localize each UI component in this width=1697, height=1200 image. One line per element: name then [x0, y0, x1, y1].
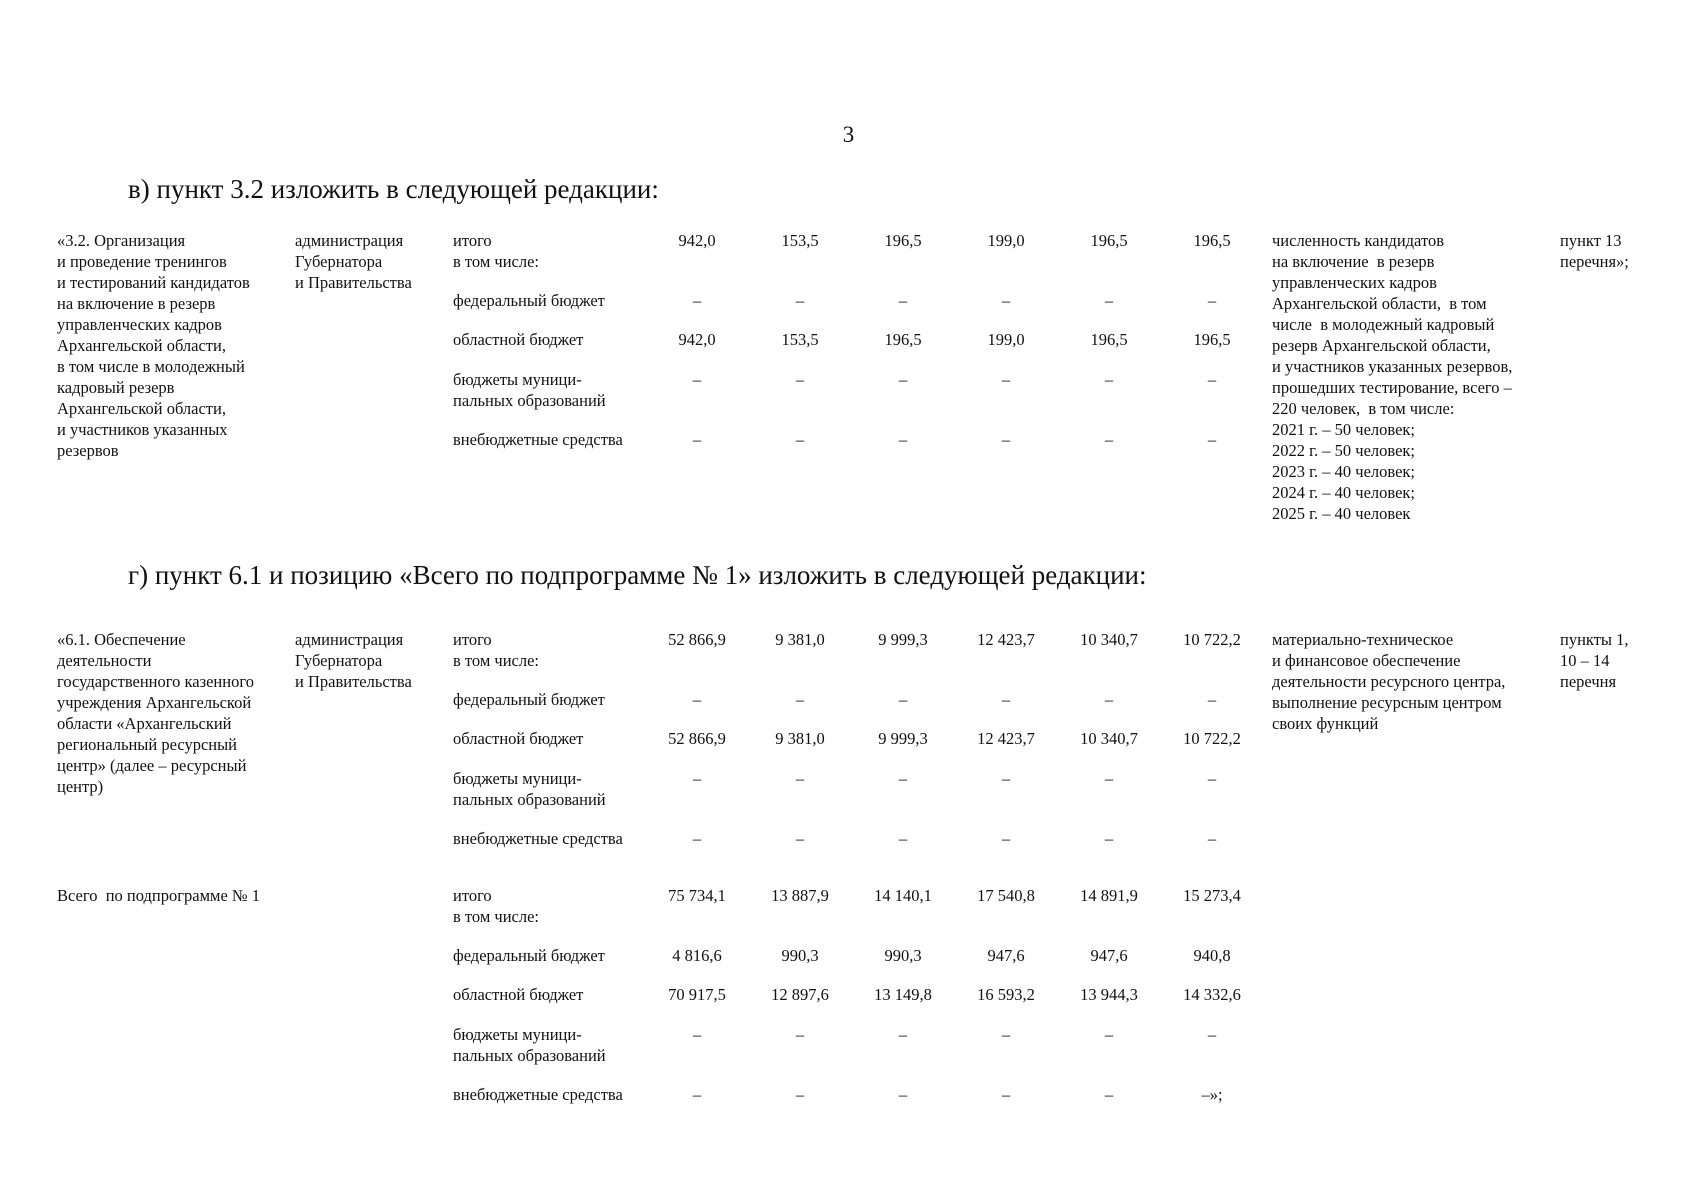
funding-value: – [1207, 1025, 1217, 1044]
funding-value: – [795, 829, 805, 848]
funding-value: 196,5 [884, 231, 922, 250]
funding-value: – [898, 829, 908, 848]
funding-value: – [1104, 430, 1114, 449]
funding-value: – [1207, 829, 1217, 848]
funding-value: – [1104, 291, 1114, 310]
funding-value: 17 540,8 [977, 886, 1035, 905]
funding-source: федеральный бюджет [453, 291, 605, 310]
funding-value: 14 140,1 [874, 886, 932, 905]
funding-value: 10 340,7 [1080, 630, 1138, 649]
funding-value: 4 816,6 [672, 946, 722, 965]
funding-value: – [898, 430, 908, 449]
funding-value: 52 866,9 [668, 630, 726, 649]
funding-value: 199,0 [987, 231, 1025, 250]
funding-value: 990,3 [781, 946, 819, 965]
funding-value: 70 917,5 [668, 985, 726, 1004]
funding-value: – [692, 291, 702, 310]
funding-value: – [795, 769, 805, 788]
funding-value: – [1207, 370, 1217, 389]
funding-value: – [1001, 430, 1011, 449]
measure-name: «3.2. Организация и проведение тренингов и тестирований кандидатов на включение в резерв управленческих кадров Архангельской области, в том числе в молодежный кадровый резерв Архангельской области, и участников указанных резервов [57, 231, 250, 460]
funding-source: областной бюджет [453, 729, 584, 748]
funding-value: – [692, 1025, 702, 1044]
funding-value: 947,6 [1090, 946, 1128, 965]
funding-source: внебюджетные средства [453, 829, 623, 848]
funding-value: – [692, 370, 702, 389]
funding-source: итого в том числе: [453, 886, 540, 926]
funding-value: – [1001, 690, 1011, 709]
funding-value: – [898, 1025, 908, 1044]
funding-value: – [1207, 291, 1217, 310]
funding-value: – [1104, 829, 1114, 848]
funding-value: 12 423,7 [977, 729, 1035, 748]
funding-value: – [898, 769, 908, 788]
funding-value: 16 593,2 [977, 985, 1035, 1004]
funding-value: 75 734,1 [668, 886, 726, 905]
funding-value: – [1104, 769, 1114, 788]
total-label: Всего по подпрограмме № 1 [57, 886, 261, 905]
funding-value: – [1207, 430, 1217, 449]
funding-value: – [795, 370, 805, 389]
funding-source: внебюджетные средства [453, 1085, 623, 1104]
list-reference: пункт 13 перечня»; [1560, 231, 1629, 271]
funding-source: итого в том числе: [453, 231, 540, 271]
funding-value: 13 149,8 [874, 985, 932, 1004]
funding-value: 942,0 [678, 231, 716, 250]
funding-value: 13 944,3 [1080, 985, 1138, 1004]
funding-value: –»; [1201, 1085, 1223, 1104]
funding-value: – [1104, 690, 1114, 709]
funding-value: – [1001, 370, 1011, 389]
funding-value: – [692, 769, 702, 788]
funding-value: 12 897,6 [771, 985, 829, 1004]
funding-value: 10 722,2 [1183, 729, 1241, 748]
funding-value: – [898, 1085, 908, 1104]
funding-value: 199,0 [987, 330, 1025, 349]
funding-value: – [795, 690, 805, 709]
funding-value: 153,5 [781, 330, 819, 349]
measure-name: «6.1. Обеспечение деятельности государственного казенного учреждения Архангельской области «Архангельский региональный ресурсный центр» (далее – ресурсный центр) [57, 630, 254, 796]
funding-value: – [795, 430, 805, 449]
funding-value: 9 381,0 [775, 630, 825, 649]
funding-value: 153,5 [781, 231, 819, 250]
funding-value: – [1001, 291, 1011, 310]
funding-value: – [898, 370, 908, 389]
funding-value: 196,5 [884, 330, 922, 349]
funding-value: 12 423,7 [977, 630, 1035, 649]
funding-value: – [898, 690, 908, 709]
funding-source: бюджеты муници- пальных образований [453, 769, 606, 809]
funding-value: 947,6 [987, 946, 1025, 965]
funding-value: – [692, 829, 702, 848]
funding-source: итого в том числе: [453, 630, 540, 670]
funding-value: – [1104, 1085, 1114, 1104]
result-indicator: численность кандидатов на включение в резерв управленческих кадров Архангельской области, в том числе в молодежный кадровый резерв Архангельской области, и участников указанных резервов, прошедших тестирование, всего – 220 человек, в том числе: 2021 г. – 50 человек; 2022 г. – 50 человек; 2023 г. – 40 человек; 2024 г. – 40 человек; 2025 г. – 40 человек [1272, 231, 1513, 523]
funding-value: 14 332,6 [1183, 985, 1241, 1004]
page-number: 3 [842, 122, 855, 147]
funding-value: – [692, 690, 702, 709]
funding-value: – [1207, 690, 1217, 709]
funding-value: – [1207, 769, 1217, 788]
funding-source: федеральный бюджет [453, 946, 605, 965]
funding-value: 9 999,3 [878, 729, 928, 748]
funding-value: – [795, 1085, 805, 1104]
heading-item-v: в) пункт 3.2 изложить в следующей редакции: [128, 174, 659, 204]
funding-value: – [898, 291, 908, 310]
funding-value: – [1104, 1025, 1114, 1044]
funding-value: – [1104, 370, 1114, 389]
funding-value: – [795, 291, 805, 310]
funding-source: внебюджетные средства [453, 430, 623, 449]
funding-value: – [1001, 769, 1011, 788]
funding-source: областной бюджет [453, 985, 584, 1004]
funding-value: 196,5 [1090, 231, 1128, 250]
funding-value: 9 381,0 [775, 729, 825, 748]
funding-source: федеральный бюджет [453, 690, 605, 709]
funding-value: – [692, 430, 702, 449]
funding-value: – [1001, 829, 1011, 848]
funding-source: бюджеты муници- пальных образований [453, 1025, 606, 1065]
funding-value: 10 722,2 [1183, 630, 1241, 649]
funding-value: 942,0 [678, 330, 716, 349]
funding-value: 52 866,9 [668, 729, 726, 748]
executor: администрация Губернатора и Правительства [295, 630, 412, 691]
funding-value: 940,8 [1193, 946, 1231, 965]
result-indicator: материально-техническое и финансовое обеспечение деятельности ресурсного центра, выполнение ресурсным центром своих функций [1272, 630, 1506, 733]
funding-value: 15 273,4 [1183, 886, 1241, 905]
heading-item-g: г) пункт 6.1 и позицию «Всего по подпрограмме № 1» изложить в следующей редакции: [128, 560, 1147, 590]
funding-value: 990,3 [884, 946, 922, 965]
funding-value: 196,5 [1193, 330, 1231, 349]
funding-value: 13 887,9 [771, 886, 829, 905]
funding-value: 10 340,7 [1080, 729, 1138, 748]
list-reference: пункты 1, 10 – 14 перечня [1560, 630, 1629, 691]
funding-source: бюджеты муници- пальных образований [453, 370, 606, 410]
funding-value: 196,5 [1193, 231, 1231, 250]
funding-value: – [1001, 1085, 1011, 1104]
funding-value: 14 891,9 [1080, 886, 1138, 905]
funding-value: – [795, 1025, 805, 1044]
funding-value: 9 999,3 [878, 630, 928, 649]
funding-value: 196,5 [1090, 330, 1128, 349]
funding-source: областной бюджет [453, 330, 584, 349]
executor: администрация Губернатора и Правительства [295, 231, 412, 292]
funding-value: – [692, 1085, 702, 1104]
funding-value: – [1001, 1025, 1011, 1044]
